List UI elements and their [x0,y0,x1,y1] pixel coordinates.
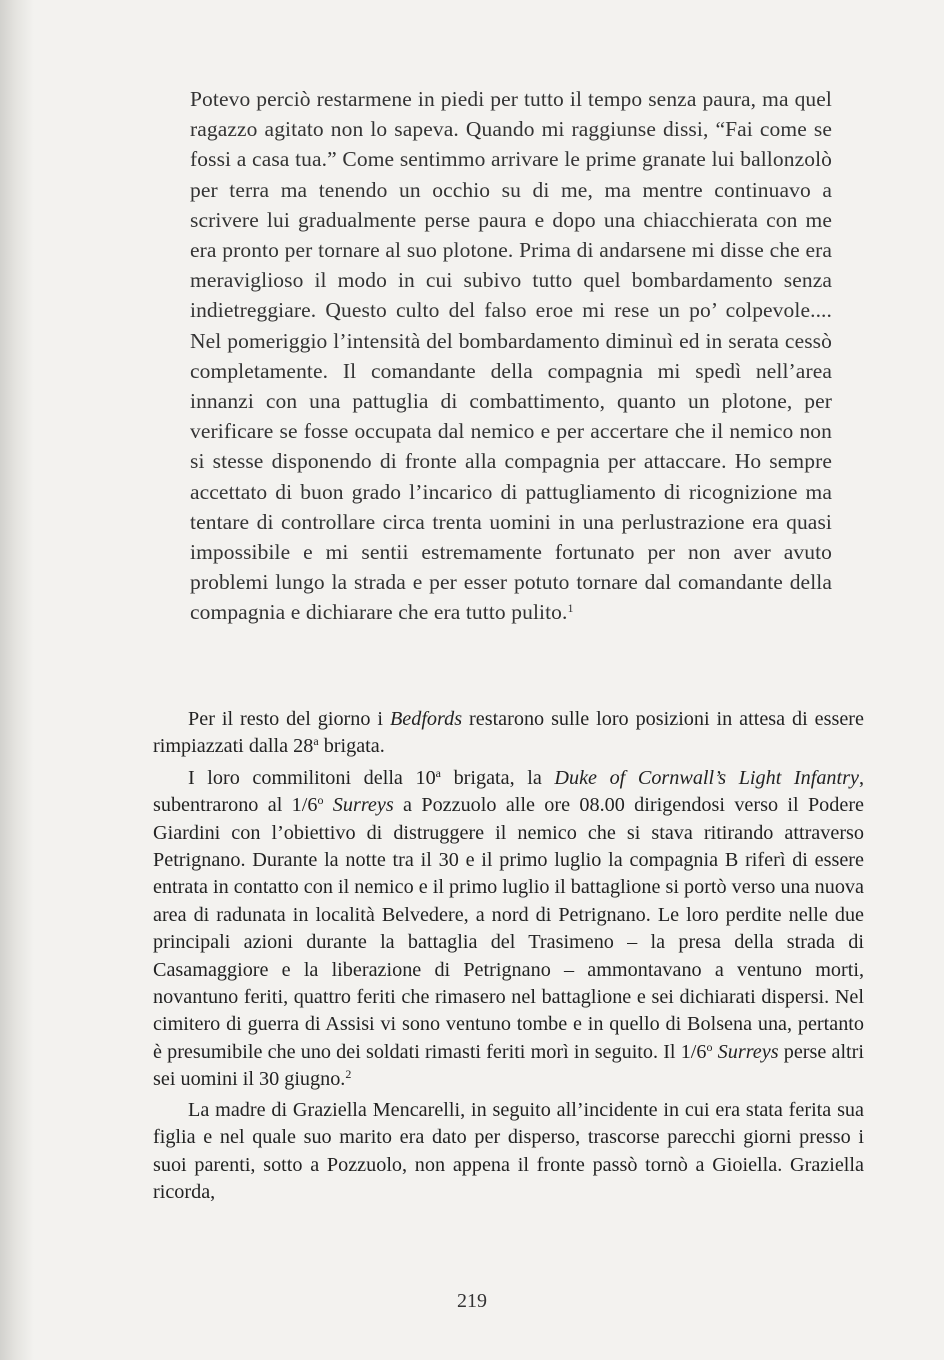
p2-ordinal-sup-g: o [706,1039,713,1054]
paragraph-3 [153,1097,864,1207]
p2-italic-surreys-1: Surreys [332,794,394,817]
p2-ordinal-sup-a: a [435,765,441,780]
body-text [153,706,864,1209]
footnote-ref-2[interactable]: 2 [345,1067,352,1082]
page-number: 219 [457,1290,487,1312]
p3-text: La madre di Graziella Mencarelli, in seguito all’incidente in cui era stata ferita sua figlia e nel quale suo marito era dato per disperso, trascorse parecchi giorni presso i suoi parenti, sotto a Pozzuolo, non appena il fronte passò tornò a Gioiella. Graziella ricorda, [153,1098,864,1203]
p2-ordinal-sup-d: o [317,793,324,808]
p1-italic-bedfords: Bedfords [389,708,463,730]
p2-text-j: perse altri sei uomini il 30 giugno. [153,1040,864,1091]
p2-text-g: a Pozzuolo alle ore 08.00 dirigendosi verso il Podere Giardini con l’obiettivo di distruggere il nemico che si stava ritirando attraverso Petrignano. Durante la notte tra il 30 e il primo luglio la compagnia B riferì di essere entrata in contatto con il nemico e il primo luglio il battaglione si portò verso una nuova area di radunata in località Belvedere, a nord di Petrignano. Le loro perdite nelle due principali azioni durante la battaglia del Trasimeno – la presa della strada di Casamaggiore e la liberazione di Petrignano – ammontavano a ventuno morti, novantuno feriti, quattro feriti che rimasero nel battaglione e sei dichiarati dispersi. Nel cimitero di guerra di Assisi vi sono ventuno tombe e in quello di Bolsena una, pertanto è presumibile che uno dei soldati rimasti feriti morì in seguito. Il 1/6 [153,794,865,1063]
p2-text-a: I loro commilitoni della 10 [188,766,436,789]
quote-text: Potevo perciò restarmene in piedi per tutto il tempo senza paura, ma quel ragazzo agitato non lo sapeva. Quando mi raggiunse dissi, “Fai come se fossi a casa tua.” Come sentimmo arrivare le prime granate lui ballonzolò per terra ma tenendo un occhio su di me, ma mentre continuavo a scrivere lui gradualmente perse paura e dopo una chiacchierata con me era pronto per tornare al suo plotone. Prima di andarsene mi disse che era meraviglioso il modo in cui subivo tutto quel bombardamento senza indietreggiare. Questo culto del falso eroe mi rese un po’ colpevole.... Nel pomeriggio l’intensità del bombardamento diminuì ed in serata cessò completamente. Il comandante della compagnia mi spedì nell’area innanzi con una pattuglia di combattimento, quanto un plotone, per verificare se fosse occupata dal nemico e per accertare che il nemico non si stesse disponendo di fronte alla compagnia per attaccare. Ho sempre accettato di buon grado l’incarico di pattugliamento di ricognizione ma tentare di controllare circa trenta uomini in una perlustrazione era quasi impossibile e mi sentii estremamente fortunato per non aver avuto problemi lungo la strada e per esser potuto tornare dal comandante della compagnia e dichiarare che era tutto pulito. [190,87,832,625]
p2-text-d: , subentrarono al 1/6 [153,766,864,817]
p1-text-a: Per il resto del giorno i [188,708,390,730]
p1-ordinal-sup: a [313,734,319,749]
block-quote [190,84,832,628]
footnote-ref-1[interactable]: 1 [567,601,574,616]
p2-space-e [323,794,332,816]
paragraph-2 [153,765,864,1094]
p1-text-d: brigata. [318,735,385,758]
paragraph-1 [153,706,864,761]
p1-text-c: restarono sulle loro posizioni in attesa di essere rimpiazzati dalla 28 [153,708,864,758]
p2-italic-dcli: Duke of Cornwall’s Light Infantry [554,766,859,789]
p2-text-b: brigata, la [441,766,555,789]
p2-italic-surreys-2: Surreys [717,1040,779,1063]
